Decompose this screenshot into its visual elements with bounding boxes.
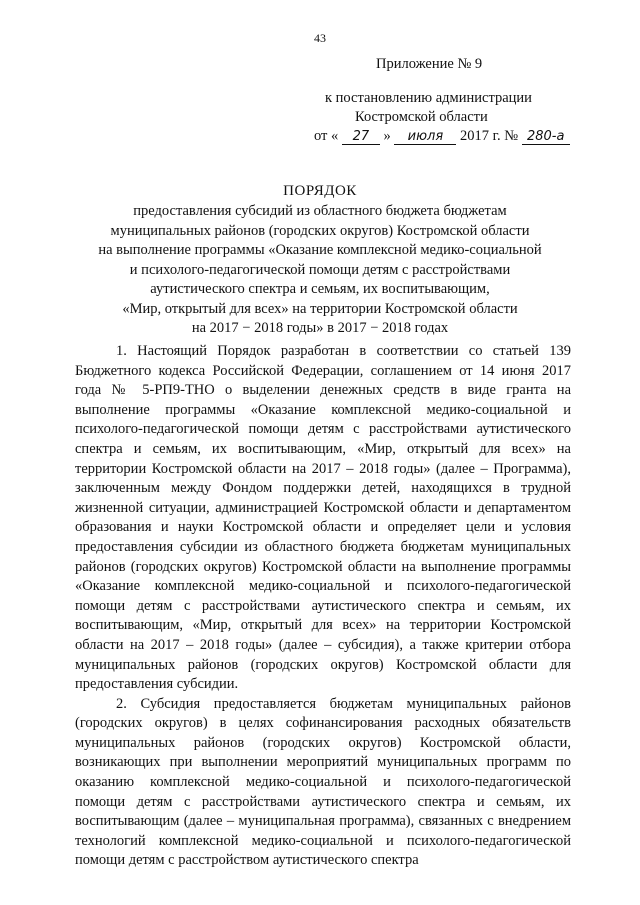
subtitle-line: муниципальных районов (городских округов) Костромской области [110, 222, 530, 239]
resolution-line-2: Костромской области [355, 109, 488, 125]
date-month-handwritten: июля [394, 130, 456, 145]
date-mid: » [383, 128, 391, 144]
subtitle-line: и психолого-педагогической помощи детям с расстройствами [129, 261, 511, 278]
date-prefix: от « [314, 128, 339, 144]
resolution-date-line [314, 128, 570, 145]
resolution-number-handwritten: 280-а [522, 130, 570, 145]
document-subtitle [60, 202, 580, 339]
subtitle-line: «Мир, открытый для всех» на территории Костромской области [122, 300, 518, 317]
subtitle-line: предоставления субсидий из областного бюджета бюджетам [133, 203, 507, 219]
resolution-line-1: к постановлению администрации [325, 90, 532, 106]
subtitle-line: на выполнение программы «Оказание комплексной медико-социальной [98, 242, 542, 258]
date-year: 2017 г. № [460, 128, 519, 144]
subtitle-line: аутистического спектра и семьям, их воспитывающим, [150, 281, 490, 297]
page-number: 43 [314, 31, 326, 45]
appendix-label: Приложение № 9 [376, 56, 483, 72]
paragraph-2: 2. Субсидия предоставляется бюджетам муниципальных районов (городских округов) в целях софинансирования расходных обязательств муниципальных районов (городских округов) Костромской области, возникающих при выполнении мероприятий муниципальных программ по оказанию комплексной медико-социальной и психолого-педагогической помощи детям с расстройствами аутистического спектра и семьям, их воспитывающим (далее – муниципальная программа), связанных с внедрением технологий комплексной медико-социальной и психолого-педагогической помощи детям с расстройством аутистического спектра [75, 695, 571, 869]
paragraph-1: 1. Настоящий Порядок разработан в соответствии со статьей 139 Бюджетного кодекса Российской Федерации, соглашением от 14 июня 2017 года № 5-РП9-ТНО о выделении денежных средств в виде гранта на выполнение программы «Оказание комплексной медико-социальной и психолого-педагогической помощи детям с расстройствами аутистического спектра и семьям, их воспитывающим, «Мир, открытый для всех» на территории Костромской области на 2017 – 2018 годы» (далее – Программа), заключенным между Фондом поддержки детей, находящихся в трудной жизненной ситуации, администрацией Костромской области и департаментом образования и науки Костромской области и определяет цели и условия предоставления субсидии из областного бюджета бюджетам муниципальных районов (городских округов) Костромской области на выполнение программы «Оказание комплексной медико-социальной и психолого-педагогической помощи детям с расстройствами аутистического спектра и семьям, их воспитывающим, «Мир, открытый для всех» на территории Костромской области на 2017 – 2018 годы» (далее – субсидия), а также критерии отбора муниципальных районов (городских округов) Костромской области для предоставления субсидии. [75, 343, 571, 693]
date-day-handwritten: 27 [342, 130, 380, 145]
document-body [75, 342, 571, 871]
subtitle-line: на 2017 − 2018 годы» в 2017 − 2018 годах [191, 320, 449, 336]
document-title: ПОРЯДОК [283, 183, 357, 199]
